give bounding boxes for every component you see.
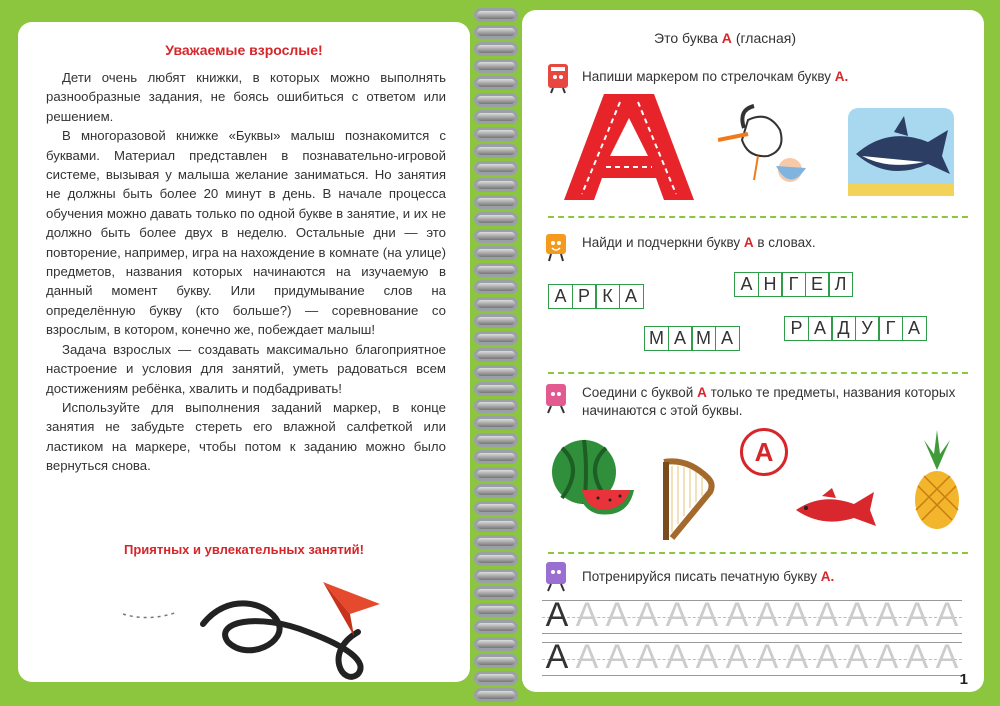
trace-letter: А — [605, 638, 629, 676]
task-3-text-a: Соедини с буквой — [582, 385, 694, 400]
spiral-coil — [474, 161, 518, 175]
pineapple-icon[interactable] — [910, 430, 964, 530]
fish-icon[interactable] — [792, 488, 878, 530]
spiral-coil — [474, 688, 518, 702]
letter-tile[interactable]: А — [548, 284, 573, 309]
paragraph-1: Дети очень любят книжки, в которых можно выполнять разнообразные задания, не боясь ошибиться с ответом или решением. — [46, 70, 446, 124]
paragraph-3: Задача взрослых — создавать максимально благоприятное настроение и условия для занятий, уметь радоваться всем достижениям ребёнка, хвалить и подбадривать! — [46, 341, 446, 396]
letter-tile[interactable]: М — [691, 326, 716, 351]
page-number: 1 — [959, 671, 968, 688]
letter-tile[interactable]: А — [668, 326, 693, 351]
task-1-instruction — [582, 68, 848, 86]
trace-letter: А — [635, 638, 659, 676]
harp-icon[interactable] — [658, 458, 718, 542]
task-4-letter: А. — [820, 569, 835, 584]
spiral-coil — [474, 280, 518, 294]
letter-tile[interactable]: А — [902, 316, 927, 341]
spiral-coil — [474, 399, 518, 413]
divider-1 — [548, 216, 968, 218]
spiral-coil — [474, 246, 518, 260]
task-1-letter: А. — [834, 69, 849, 84]
spiral-coil — [474, 42, 518, 56]
divider-2 — [548, 372, 968, 374]
left-page — [18, 22, 470, 682]
trace-letter: А — [575, 638, 599, 676]
paragraph-4: Используйте для выполнения заданий маркер, в конце занятия не забудьте стереть его влажной салфеткой или ластиком на маркере, чтобы потом к заданию можно было вернуться снова. — [46, 399, 446, 474]
trace-letter: А — [875, 596, 899, 634]
right-page-title — [654, 30, 796, 46]
spiral-coil — [474, 518, 518, 532]
paper-plane-illustration — [118, 562, 388, 682]
divider-3 — [548, 552, 968, 554]
trace-letter: А — [815, 638, 839, 676]
spiral-coil — [474, 654, 518, 668]
sample-letter: А — [545, 638, 569, 676]
trace-letter: А — [755, 638, 779, 676]
spiral-coil — [474, 348, 518, 362]
trace-letter: А — [935, 596, 959, 634]
task-1-text: Напиши маркером по стрелочкам букву — [582, 69, 831, 84]
task-2-instruction — [582, 234, 816, 252]
spiral-coil — [474, 382, 518, 396]
left-page-title: Уважаемые взрослые! — [165, 42, 323, 58]
trace-letter: А — [815, 596, 839, 634]
letter-tile[interactable]: А — [734, 272, 759, 297]
tracing-row-1[interactable] — [542, 596, 962, 634]
orange-mascot-icon — [542, 230, 570, 262]
letter-tile[interactable]: Е — [805, 272, 830, 297]
spiral-coil — [474, 552, 518, 566]
trace-letter: А — [755, 596, 779, 634]
spiral-coil — [474, 263, 518, 277]
word-mama[interactable] — [644, 326, 738, 351]
purple-mascot-icon — [542, 560, 570, 592]
letter-tile[interactable]: А — [808, 316, 833, 341]
closing-line: Приятных и увлекательных занятий! — [123, 542, 364, 557]
task-3-letter: А — [697, 385, 707, 400]
trace-letter: А — [605, 596, 629, 634]
spiral-coil — [474, 127, 518, 141]
spiral-coil — [474, 484, 518, 498]
title-suffix: (гласная) — [735, 30, 796, 46]
spiral-coil — [474, 59, 518, 73]
spiral-coil — [474, 603, 518, 617]
trace-letter: А — [845, 596, 869, 634]
sample-letter: А — [545, 596, 569, 634]
spiral-coil — [474, 569, 518, 583]
spiral-coil — [474, 178, 518, 192]
spiral-coil — [474, 450, 518, 464]
letter-tile[interactable]: Д — [831, 316, 856, 341]
trace-letter: А — [785, 596, 809, 634]
spiral-coil — [474, 365, 518, 379]
spiral-coil — [474, 671, 518, 685]
letter-tile[interactable]: К — [595, 284, 620, 309]
spiral-coil — [474, 25, 518, 39]
spiral-coil — [474, 144, 518, 158]
word-raduga[interactable] — [784, 316, 925, 341]
task-2-text-a: Найди и подчеркни букву — [582, 235, 741, 250]
spiral-coil — [474, 620, 518, 634]
shark-illustration — [848, 108, 954, 196]
spiral-coil — [474, 467, 518, 481]
task-4-text: Потренируйся писать печатную букву — [582, 569, 817, 584]
letter-tile[interactable]: Р — [784, 316, 809, 341]
trace-letter: А — [635, 596, 659, 634]
spiral-coil — [474, 637, 518, 651]
trace-letter: А — [725, 596, 749, 634]
title-prefix: Это буква — [654, 30, 718, 46]
spiral-coil — [474, 212, 518, 226]
paragraph-2: В многоразовой книжке «Буквы» малыш познакомится с буквами. Материал представлен в познавательно-игровой системе, вызывая у малыша желание заниматься. Но занятия не должны быть более 20 минут в день. В начале процесса обучения можно давать только по одной букве в занятие, и их не должно быть более двух в неделю. Остальные дни — это повторение, например, игра на нахождение в комнате (на улице) предметов, названия которых начинаются на изучаемую в данный момент букву. Или придумывание слов на определённую букву (кто больше?) — соревнование со взрослым, в котором, конечно же, побеждает малыш! — [46, 128, 446, 338]
pink-mascot-icon — [542, 382, 570, 414]
watermelon-icon[interactable] — [548, 438, 636, 518]
spiral-coil — [474, 76, 518, 90]
spiral-coil — [474, 586, 518, 600]
book-mascot-icon — [544, 62, 572, 94]
big-letter-a-tracing — [564, 94, 694, 200]
spiral-coil — [474, 297, 518, 311]
spiral-coil — [474, 229, 518, 243]
trace-letter: А — [695, 596, 719, 634]
letter-tile[interactable]: Л — [828, 272, 853, 297]
letter-tile[interactable]: Г — [781, 272, 806, 297]
task-2-text-b: в словах. — [757, 235, 816, 250]
letter-tile[interactable]: А — [715, 326, 740, 351]
trace-letters-row-2 — [542, 638, 962, 676]
trace-letter: А — [905, 596, 929, 634]
trace-letter: А — [695, 638, 719, 676]
task-2-letter: А — [743, 235, 754, 250]
spiral-coil — [474, 416, 518, 430]
target-letter-circle[interactable]: А — [740, 428, 788, 476]
word-angel[interactable] — [734, 272, 852, 297]
word-arka[interactable] — [548, 284, 642, 309]
spiral-coil — [474, 110, 518, 124]
letter-tile[interactable]: Н — [758, 272, 783, 297]
task-4-instruction — [582, 568, 834, 586]
letter-tile[interactable]: М — [644, 326, 669, 351]
stork-illustration — [718, 100, 814, 196]
trace-letter: А — [665, 638, 689, 676]
spiral-coil — [474, 501, 518, 515]
letter-tile[interactable]: У — [855, 316, 880, 341]
letter-tile[interactable]: Г — [878, 316, 903, 341]
spiral-coil — [474, 535, 518, 549]
spiral-coil — [474, 93, 518, 107]
trace-letter: А — [845, 638, 869, 676]
tracing-row-2[interactable] — [542, 638, 962, 676]
trace-letter: А — [785, 638, 809, 676]
task-3-instruction — [582, 384, 962, 420]
left-page-body — [46, 68, 446, 476]
letter-tile[interactable]: А — [619, 284, 644, 309]
trace-letter: А — [935, 638, 959, 676]
letter-tile[interactable]: Р — [572, 284, 597, 309]
spiral-coil — [474, 195, 518, 209]
trace-letter: А — [665, 596, 689, 634]
trace-letters-row-1 — [542, 596, 962, 634]
trace-letter: А — [575, 596, 599, 634]
spiral-binding — [468, 0, 524, 706]
trace-letter: А — [725, 638, 749, 676]
trace-letter: А — [875, 638, 899, 676]
spiral-coil — [474, 8, 518, 22]
task-3-text-b: только те предметы, названия которых начинаются с этой буквы. — [582, 385, 956, 418]
spiral-coil — [474, 314, 518, 328]
right-page — [522, 10, 984, 692]
spiral-coil — [474, 433, 518, 447]
spiral-coil — [474, 331, 518, 345]
title-letter: А — [721, 30, 732, 46]
trace-letter: А — [905, 638, 929, 676]
